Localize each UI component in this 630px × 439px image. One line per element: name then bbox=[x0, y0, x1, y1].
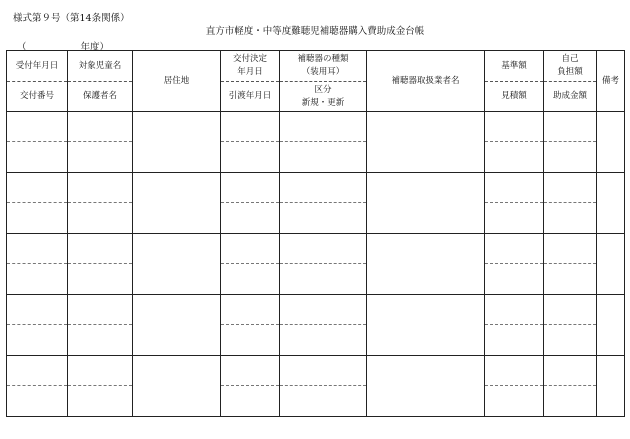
header-category bbox=[280, 82, 367, 112]
delivery-date-cell[interactable] bbox=[221, 142, 280, 173]
child-name-cell[interactable] bbox=[68, 112, 133, 142]
subsidy-amount-cell[interactable] bbox=[544, 142, 597, 173]
estimate-amount-cell[interactable] bbox=[485, 325, 544, 356]
subsidy-amount-cell[interactable] bbox=[544, 386, 597, 417]
header-vendor-name: 補聴器取扱業者名 bbox=[367, 51, 485, 112]
remarks-cell[interactable] bbox=[597, 295, 625, 356]
estimate-amount-cell[interactable] bbox=[485, 203, 544, 234]
year-open-paren: （ bbox=[17, 42, 27, 53]
subsidy-ledger-table bbox=[6, 50, 625, 417]
guardian-name-cell[interactable] bbox=[68, 386, 133, 417]
decision-date-cell[interactable] bbox=[221, 173, 280, 203]
device-type-cell[interactable] bbox=[280, 234, 367, 264]
base-amount-cell[interactable] bbox=[485, 356, 544, 386]
base-amount-cell[interactable] bbox=[485, 295, 544, 325]
entry-row-bottom bbox=[7, 386, 625, 417]
header-decision-date-line2: 年月日 bbox=[237, 67, 263, 77]
header-decision-date bbox=[221, 51, 280, 82]
header-self-pay-line1: 自己 bbox=[561, 54, 579, 64]
year-label: 年度） bbox=[80, 42, 110, 53]
child-name-cell[interactable] bbox=[68, 234, 133, 264]
guardian-name-cell[interactable] bbox=[68, 142, 133, 173]
category-cell[interactable] bbox=[280, 386, 367, 417]
issue-date-cell[interactable] bbox=[7, 112, 68, 142]
header-remarks: 備考 bbox=[597, 51, 625, 112]
base-amount-cell[interactable] bbox=[485, 234, 544, 264]
self-pay-cell[interactable] bbox=[544, 173, 597, 203]
issue-date-cell[interactable] bbox=[7, 173, 68, 203]
subsidy-amount-cell[interactable] bbox=[544, 264, 597, 295]
decision-date-cell[interactable] bbox=[221, 234, 280, 264]
remarks-cell[interactable] bbox=[597, 173, 625, 234]
vendor-name-cell[interactable] bbox=[367, 234, 485, 295]
entry-row-bottom bbox=[7, 264, 625, 295]
delivery-date-cell[interactable] bbox=[221, 203, 280, 234]
estimate-amount-cell[interactable] bbox=[485, 264, 544, 295]
device-type-cell[interactable] bbox=[280, 295, 367, 325]
header-category-line1: 区分 bbox=[314, 84, 332, 95]
issue-number-cell[interactable] bbox=[7, 264, 68, 295]
decision-date-cell[interactable] bbox=[221, 112, 280, 142]
entry-row-top bbox=[7, 356, 625, 386]
header-issue-date: 受付年月日 bbox=[7, 51, 68, 82]
entry-row-top bbox=[7, 295, 625, 325]
address-cell[interactable] bbox=[133, 112, 221, 173]
remarks-cell[interactable] bbox=[597, 112, 625, 173]
category-cell[interactable] bbox=[280, 325, 367, 356]
child-name-cell[interactable] bbox=[68, 356, 133, 386]
self-pay-cell[interactable] bbox=[544, 234, 597, 264]
entry-row-bottom bbox=[7, 142, 625, 173]
issue-date-cell[interactable] bbox=[7, 234, 68, 264]
header-device-type bbox=[280, 51, 367, 82]
issue-date-cell[interactable] bbox=[7, 295, 68, 325]
header-address: 居住地 bbox=[133, 51, 221, 112]
vendor-name-cell[interactable] bbox=[367, 173, 485, 234]
header-device-type-line2: （装用耳） bbox=[301, 67, 345, 77]
device-type-cell[interactable] bbox=[280, 356, 367, 386]
header-decision-date-line1: 交付決定 bbox=[232, 54, 267, 64]
entry-row-top bbox=[7, 173, 625, 203]
child-name-cell[interactable] bbox=[68, 173, 133, 203]
guardian-name-cell[interactable] bbox=[68, 264, 133, 295]
issue-date-cell[interactable] bbox=[7, 356, 68, 386]
remarks-cell[interactable] bbox=[597, 234, 625, 295]
header-category-line2: 新規・更新 bbox=[301, 97, 345, 108]
entry-row-bottom bbox=[7, 325, 625, 356]
header-estimate-amount: 見積額 bbox=[485, 82, 544, 112]
base-amount-cell[interactable] bbox=[485, 173, 544, 203]
header-issue-number: 交付番号 bbox=[7, 82, 68, 112]
address-cell[interactable] bbox=[133, 173, 221, 234]
self-pay-cell[interactable] bbox=[544, 295, 597, 325]
vendor-name-cell[interactable] bbox=[367, 295, 485, 356]
address-cell[interactable] bbox=[133, 295, 221, 356]
subsidy-amount-cell[interactable] bbox=[544, 325, 597, 356]
address-cell[interactable] bbox=[133, 356, 221, 417]
address-cell[interactable] bbox=[133, 234, 221, 295]
issue-number-cell[interactable] bbox=[7, 142, 68, 173]
issue-number-cell[interactable] bbox=[7, 325, 68, 356]
self-pay-cell[interactable] bbox=[544, 112, 597, 142]
form-number-label: 様式第９号（第14条関係） bbox=[13, 13, 130, 24]
issue-number-cell[interactable] bbox=[7, 203, 68, 234]
entry-row-top bbox=[7, 112, 625, 142]
ledger-title: 直方市軽度・中等度難聴児補聴器購入費助成金台帳 bbox=[205, 26, 425, 37]
self-pay-cell[interactable] bbox=[544, 356, 597, 386]
entry-row-bottom bbox=[7, 203, 625, 234]
issue-number-cell[interactable] bbox=[7, 386, 68, 417]
remarks-cell[interactable] bbox=[597, 356, 625, 417]
vendor-name-cell[interactable] bbox=[367, 356, 485, 417]
header-self-pay-line2: 負担額 bbox=[557, 67, 583, 77]
vendor-name-cell[interactable] bbox=[367, 112, 485, 173]
header-row-bottom bbox=[7, 82, 625, 112]
estimate-amount-cell[interactable] bbox=[485, 386, 544, 417]
device-type-cell[interactable] bbox=[280, 173, 367, 203]
header-row-top bbox=[7, 51, 625, 82]
header-self-pay bbox=[544, 51, 597, 82]
estimate-amount-cell[interactable] bbox=[485, 142, 544, 173]
guardian-name-cell[interactable] bbox=[68, 203, 133, 234]
header-subsidy-amount: 助成金額 bbox=[544, 82, 597, 112]
category-cell[interactable] bbox=[280, 264, 367, 295]
device-type-cell[interactable] bbox=[280, 112, 367, 142]
decision-date-cell[interactable] bbox=[221, 356, 280, 386]
header-child-name: 対象児童名 bbox=[68, 51, 133, 82]
header-base-amount: 基準額 bbox=[485, 51, 544, 82]
entry-row-top bbox=[7, 234, 625, 264]
child-name-cell[interactable] bbox=[68, 295, 133, 325]
header-guardian-name: 保護者名 bbox=[68, 82, 133, 112]
category-cell[interactable] bbox=[280, 142, 367, 173]
base-amount-cell[interactable] bbox=[485, 112, 544, 142]
guardian-name-cell[interactable] bbox=[68, 325, 133, 356]
delivery-date-cell[interactable] bbox=[221, 386, 280, 417]
delivery-date-cell[interactable] bbox=[221, 264, 280, 295]
delivery-date-cell[interactable] bbox=[221, 325, 280, 356]
header-delivery-date: 引渡年月日 bbox=[221, 82, 280, 112]
header-device-type-line1: 補聴器の種類 bbox=[297, 54, 349, 64]
category-cell[interactable] bbox=[280, 203, 367, 234]
subsidy-amount-cell[interactable] bbox=[544, 203, 597, 234]
decision-date-cell[interactable] bbox=[221, 295, 280, 325]
